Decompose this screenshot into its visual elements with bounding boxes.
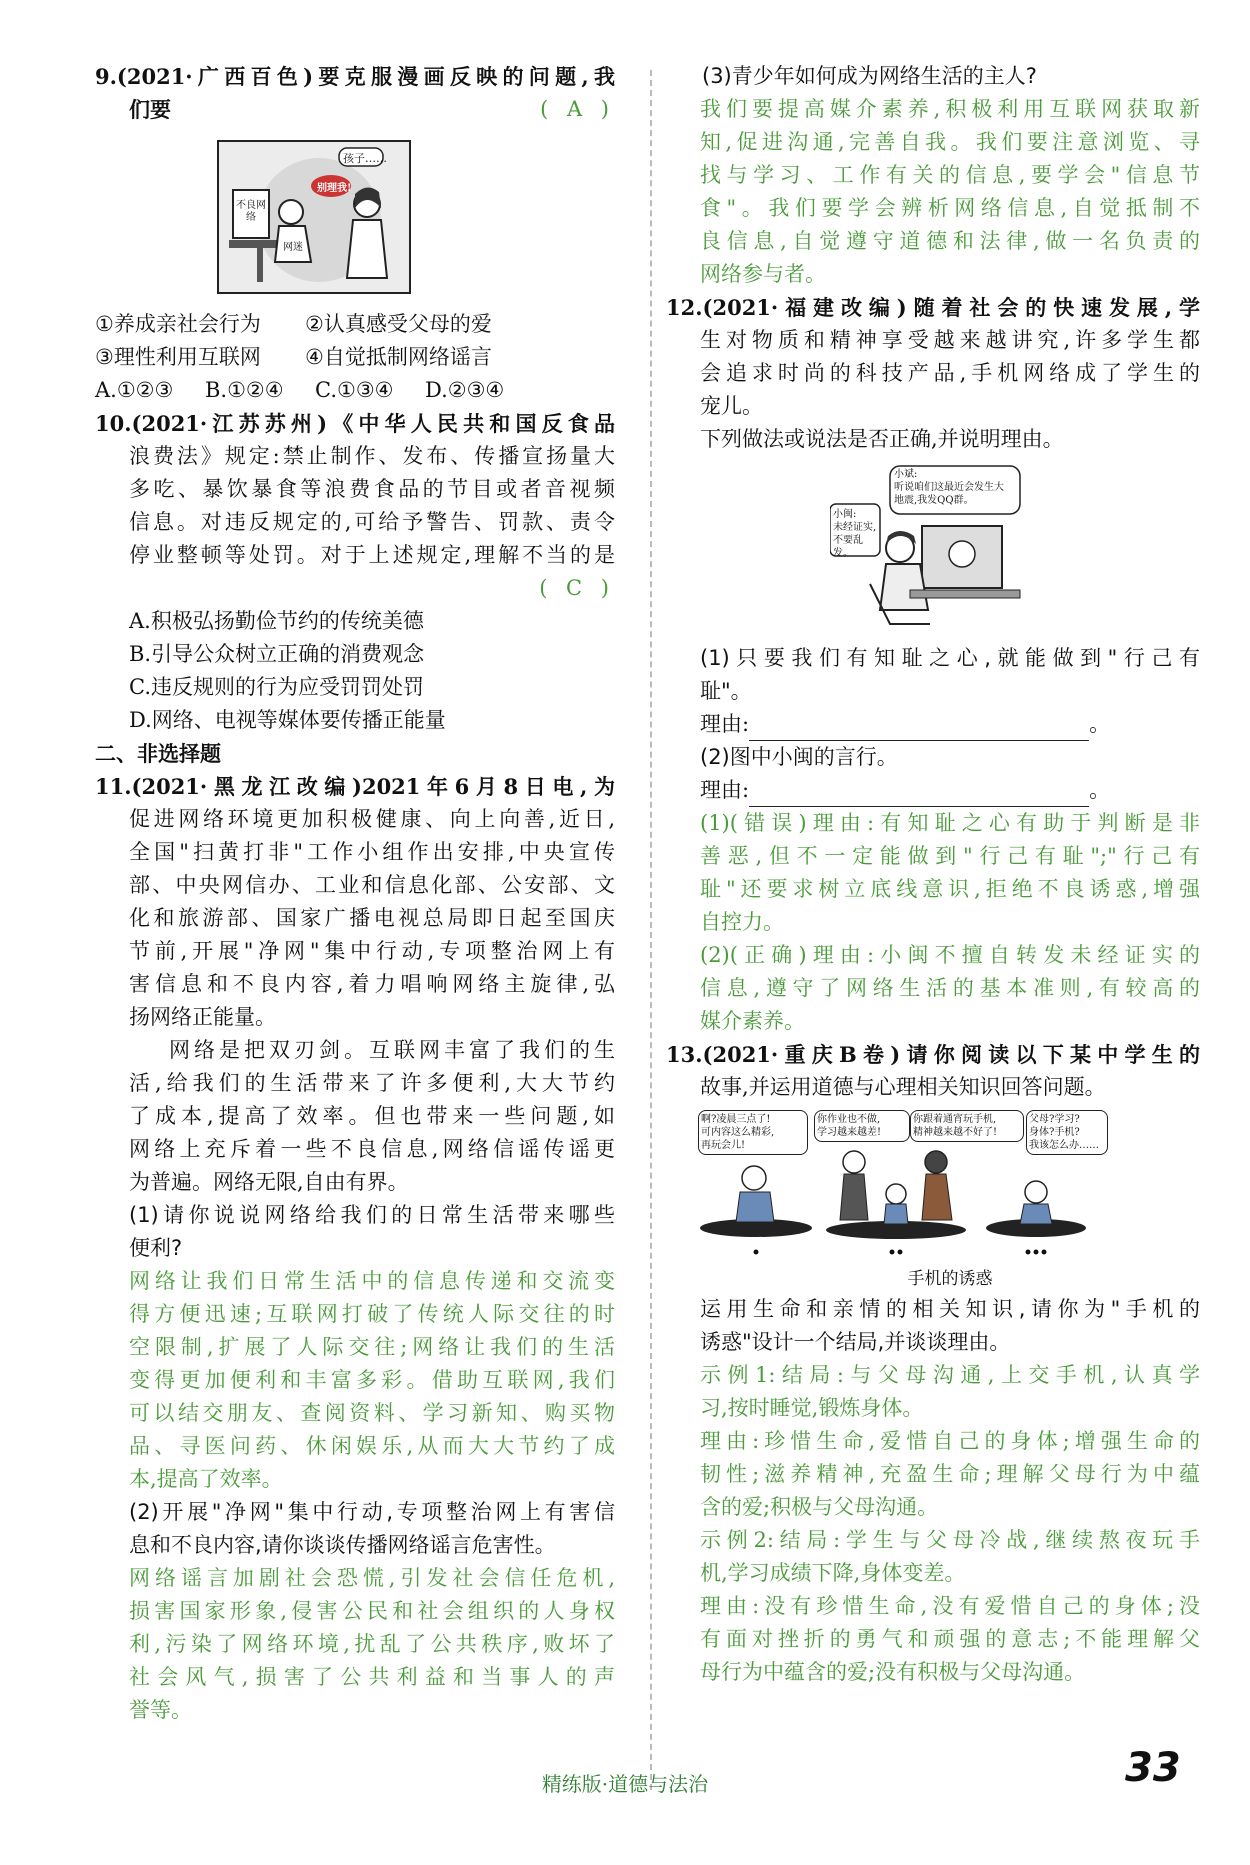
q11-stem-line-7: 害信息和不良内容,着力唱响网络主旋律,弘: [129, 972, 615, 996]
q13-bubble-3: [910, 1110, 1024, 1142]
q11-answer3-line-3: 找与学习、工作有关的信息,要学会"信息节: [700, 163, 1200, 187]
q13-bubble-1: [698, 1110, 808, 1155]
q11-stem-line-2: 促进网络环境更加积极健康、向上向善,近日,: [129, 807, 615, 831]
q13-bubble-1-line-2: 可内容这么精彩,: [701, 1127, 775, 1138]
q12-sub1-line-2: 耻"。: [700, 679, 752, 703]
q11-answer2-line-1: 网络谣言加剧社会恐慌,引发社会信任危机,: [129, 1566, 615, 1590]
q13-answer-line-7: 机,学习成绩下降,身体变差。: [700, 1561, 966, 1585]
q12-answer2-line-2: 信息,遵守了网络生活的基本准则,有较高的: [700, 976, 1200, 1000]
q9-answer: ( A ): [540, 97, 615, 121]
q12-bubble-xiaobin-line-2: 听说咱们这最近会发生大: [894, 482, 1004, 493]
q12-sub1-line-1: (1)只要我们有知耻之心,就能做到"行己有: [700, 646, 1200, 670]
q10-stem-line-5: 停业整顿等处罚。对于上述规定,理解不当的是: [129, 543, 615, 567]
q9-stem-tail: 们要: [129, 97, 171, 122]
q9-statement-2: ②认真感受父母的爱: [305, 312, 492, 336]
q11-sub2-line-1: (2)开展"净网"集中行动,专项整治网上有害信: [129, 1500, 615, 1524]
q11-answer1-line-3: 空限制,扩展了人际交往;网络让我们的生活: [129, 1335, 615, 1359]
q9-statement-3: ③理性利用互联网: [95, 345, 261, 369]
q11-answer3-line-6: 网络参与者。: [700, 262, 826, 286]
q13-comic: [696, 1110, 1106, 1260]
q13-bubble-3-line-2: 精神越来越不好了!: [913, 1127, 998, 1138]
q13-answer-line-2: 习,按时睡觉,锻炼身体。: [700, 1396, 924, 1420]
q11-answer3-line-5: 良信息,自觉遵守道德和法律,做一名负责的: [700, 229, 1200, 253]
q12-sub2: (2)图中小闽的言行。: [700, 745, 898, 769]
q9-statement-4: ④自觉抵制网络谣言: [305, 345, 492, 369]
q11-material-line-4: 网络上充斥着一些不良信息,网络信谣传谣更: [129, 1137, 615, 1161]
q12-stem-line-3: 会追求时尚的科技产品,手机网络成了学生的: [700, 361, 1200, 385]
q10-answer: ( C ): [539, 576, 615, 600]
q12-reason-1-period: 。: [1089, 712, 1111, 736]
q13-stem-line-1: 13.(2021·重庆B卷)请你阅读以下某中学生的: [666, 1042, 1200, 1067]
q11-sub2-line-2: 息和不良内容,请你谈谈传播网络谣言危害性。: [129, 1533, 556, 1557]
q12-bubble-xiaomin: [833, 508, 879, 560]
q11-answer3-line-4: 食"。我们要学会辨析网络信息,自觉抵制不: [700, 196, 1200, 220]
q12-stem-line-2: 生对物质和精神享受越来越讲究,许多学生都: [700, 328, 1200, 352]
q13-answer-line-3: 理由:珍惜生命,爱惜自己的身体;增强生命的: [700, 1429, 1200, 1453]
q10-option-d: D.网络、电视等媒体要传播正能量: [129, 708, 446, 732]
right-column: [666, 60, 1200, 1689]
q12-reason-1-label: 理由:: [700, 712, 750, 736]
q10-stem-line-2: 浪费法》规定:禁止制作、发布、传播宣扬量大: [129, 444, 615, 468]
q10-stem-line-1: 10.(2021·江苏苏州)《中华人民共和国反食品: [95, 411, 615, 436]
q12-answer2-line-1: (2)(正确)理由:小闽不擅自转发未经证实的: [700, 943, 1200, 967]
q9-choice-d: D.②③④: [425, 378, 505, 402]
q12-reason-2: [700, 774, 1200, 807]
q13-comic-caption: 手机的诱惑: [907, 1269, 993, 1289]
q12-bubble-xiaobin: [894, 468, 1018, 507]
q11-material-line-1: 网络是把双刃剑。互联网丰富了我们的生: [169, 1038, 615, 1062]
q12-answer1-line-2: 善恶,但不一定能做到"行己有耻";"行己有: [700, 844, 1200, 868]
q12-instruction: 下列做法或说法是否正确,并说明理由。: [700, 427, 1064, 451]
q12-stem-line-1: 12.(2021·福建改编)随着社会的快速发展,学: [666, 295, 1200, 320]
q13-bubble-4-line-1: 父母?学习?: [1029, 1114, 1080, 1125]
q12-bubble-xiaobin-line-1: 小斌:: [894, 469, 918, 480]
q13-answer-line-4: 韧性;滋养精神,充盈生命;理解父母行为中蕴: [700, 1462, 1200, 1486]
q11-sub3: (3)青少年如何成为网络生活的主人?: [702, 64, 1037, 88]
q13-bubble-4: [1026, 1110, 1108, 1155]
q11-material-line-5: 为普遍。网络无限,自由有界。: [129, 1170, 409, 1194]
q13-stem-line-2: 故事,并运用道德与心理相关知识回答问题。: [700, 1075, 1106, 1099]
q9-statement-1: ①养成亲社会行为: [95, 312, 261, 336]
q9-choice-b: B.①②④: [205, 378, 284, 402]
q10-option-c: C.违反规则的行为应受罚罚处罚: [129, 675, 424, 699]
q9-cartoon-shirt-text: 网迷: [283, 242, 303, 253]
q12-stem-line-4: 宠儿。: [700, 394, 763, 418]
q10-stem-line-4: 信息。对违反规定的,可给予警告、罚款、责令: [129, 510, 615, 534]
q12-answer2-line-3: 媒介素养。: [700, 1009, 805, 1033]
q11-answer2-line-3: 利,污染了网络环境,扰乱了公共秩序,败坏了: [129, 1632, 615, 1656]
q13-answer-line-8: 理由:没有珍惜生命,没有爱惜自己的身体;没: [700, 1594, 1200, 1618]
column-divider: [650, 70, 652, 1790]
q11-sub1-line-2: 便利?: [129, 1236, 183, 1260]
q10-stem-line-3: 多吃、暴饮暴食等浪费食品的节目或者音视频: [129, 477, 615, 501]
section-heading-nonchoice: 二、非选择题: [95, 741, 221, 766]
q11-answer1-line-6: 品、寻医问药、休闲娱乐,从而大大节约了成: [129, 1434, 615, 1458]
q10-option-b: B.引导公众树立正确的消费观念: [129, 642, 425, 666]
q11-stem-line-1: 11.(2021·黑龙江改编)2021年6月8日电,为: [95, 774, 615, 799]
q11-stem-line-5: 化和旅游部、国家广播电视总局即日起至国庆: [129, 906, 615, 930]
q11-stem-line-4: 部、中央网信办、工业和信息化部、公安部、文: [129, 873, 615, 897]
q12-bubble-xiaomin-line-2: 未经证实,: [833, 522, 877, 533]
q12-reason-2-period: 。: [1089, 778, 1111, 802]
q13-answer-line-1: 示例1:结局:与父母沟通,上交手机,认真学: [700, 1363, 1200, 1387]
q11-stem-line-6: 节前,开展"净网"集中行动,专项整治网上有: [129, 939, 615, 963]
q11-answer3-line-2: 知,促进沟通,完善自我。我们要注意浏览、寻: [700, 130, 1200, 154]
q12-bubble-xiaomin-line-3: 不要乱发。: [833, 535, 863, 559]
q13-answer-line-10: 母行为中蕴含的爱;没有积极与父母沟通。: [700, 1660, 1086, 1684]
q12-bubble-xiaomin-line-1: 小闽:: [833, 509, 857, 520]
q13-bubble-4-line-2: 身体?手机?: [1029, 1127, 1080, 1138]
q9-choices: [95, 374, 615, 407]
q13-bubble-1-line-3: 再玩会儿!: [701, 1140, 746, 1151]
q13-bubble-4-line-3: 我该怎么办……: [1029, 1140, 1099, 1151]
q11-answer3-line-1: 我们要提高媒介素养,积极利用互联网获取新: [700, 97, 1200, 121]
q9-choice-a: A.①②③: [95, 378, 174, 402]
q13-bubble-2-line-1: 你作业也不做,: [817, 1114, 881, 1125]
q9-choice-c: C.①③④: [315, 378, 394, 402]
left-column: [95, 60, 615, 1727]
q11-answer1-line-7: 本,提高了效率。: [129, 1467, 283, 1491]
q9-cartoon-monitor-text: 不良网络: [236, 200, 266, 223]
q13-bubble-1-line-1: 啊?凌晨三点了!: [701, 1114, 771, 1125]
q12-reason-1: [700, 708, 1200, 741]
q12-reason-2-blank[interactable]: [749, 784, 1089, 807]
q9-stem-line-2: [95, 93, 615, 126]
q12-cartoon: [830, 464, 1030, 634]
q11-stem-line-8: 扬网络正能量。: [129, 1005, 276, 1029]
q9-statements-row-2: [95, 341, 615, 374]
q11-answer2-line-4: 社会风气,损害了公共利益和当事人的声: [129, 1665, 615, 1689]
q11-stem-line-3: 全国"扫黄打非"工作小组作出安排,中央宣传: [129, 840, 615, 864]
q13-bubble-2-line-2: 学习越来越差!: [817, 1127, 882, 1138]
q11-material-line-3: 了成本,提高了效率。但也带来一些问题,如: [129, 1104, 615, 1128]
q10-answer-row: [95, 572, 615, 605]
q9-cartoon-speech-child: 别理我!: [317, 183, 352, 194]
q12-answer1-line-1: (1)(错误)理由:有知耻之心有助于判断是非: [700, 811, 1200, 835]
q9-statements-row-1: [95, 308, 615, 341]
q12-answer1-line-3: 耻"还要求树立底线意识,拒绝不良诱惑,增强: [700, 877, 1200, 901]
q12-reason-2-label: 理由:: [700, 778, 750, 802]
q13-task-line-1: 运用生命和亲情的相关知识,请你为"手机的: [700, 1297, 1200, 1321]
q11-answer2-line-5: 誉等。: [129, 1698, 192, 1722]
q13-bubble-2: [814, 1110, 910, 1142]
q11-answer1-line-1: 网络让我们日常生活中的信息传递和交流变: [129, 1269, 615, 1293]
q10-option-a: A.积极弘扬勤俭节约的传统美德: [129, 609, 424, 633]
page-number: 33: [1125, 1745, 1181, 1791]
q11-answer1-line-4: 变得更加便利和丰富多彩。借助互联网,我们: [129, 1368, 615, 1392]
q11-material-line-2: 活,给我们的生活带来了许多便利,大大节约: [129, 1071, 615, 1095]
page-footer: 精练版·道德与法治: [541, 1772, 709, 1796]
q13-answer-line-9: 有面对挫折的勇气和顽强的意志;不能理解父: [700, 1627, 1200, 1651]
q11-answer1-line-5: 可以结交朋友、查阅资料、学习新知、购买物: [129, 1401, 615, 1425]
q12-answer1-line-4: 自控力。: [700, 910, 784, 934]
q9-cartoon: [217, 140, 411, 294]
q12-reason-1-blank[interactable]: [749, 718, 1089, 741]
q12-bubble-xiaobin-line-3: 地震,我发QQ群。: [894, 495, 974, 506]
q9-cartoon-speech-mother: 孩子……: [343, 152, 387, 165]
q11-sub1-line-1: (1)请你说说网络给我们的日常生活带来哪些: [129, 1203, 615, 1227]
q13-answer-line-5: 含的爱;积极与父母沟通。: [700, 1495, 939, 1519]
q9-stem-line-1: 9.(2021·广西百色)要克服漫画反映的问题,我: [95, 64, 615, 89]
q11-answer1-line-2: 得方便迅速;互联网打破了传统人际交往的时: [129, 1302, 615, 1326]
q13-task-line-2: 诱惑"设计一个结局,并谈谈理由。: [700, 1330, 1011, 1354]
q11-answer2-line-2: 损害国家形象,侵害公民和社会组织的人身权: [129, 1599, 615, 1623]
q13-answer-line-6: 示例2:结局:学生与父母冷战,继续熬夜玩手: [700, 1528, 1200, 1552]
q13-bubble-3-line-1: 你跟着通宵玩手机,: [913, 1114, 997, 1125]
